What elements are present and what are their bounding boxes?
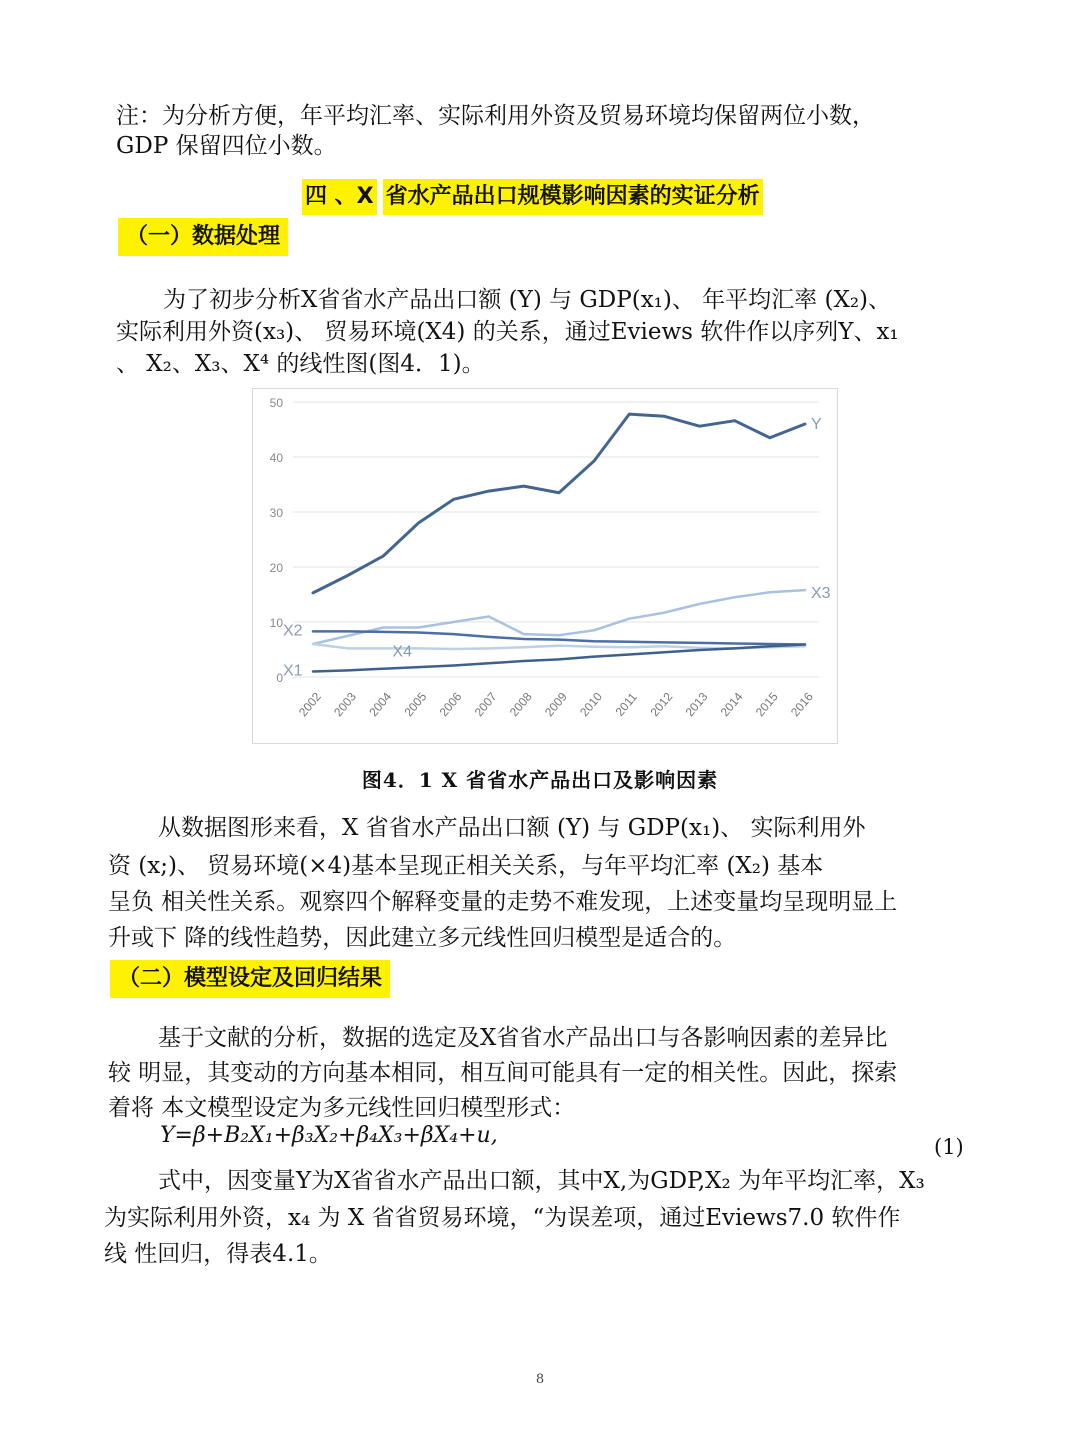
y-tick-label: 30 <box>269 506 283 520</box>
x-tick-label: 2003 <box>331 689 360 720</box>
note-line-1: 注：为分析方便，年平均汇率、实际利用外资及贸易环境均保留两位小数， <box>116 103 875 129</box>
series-label-x4: X4 <box>392 643 413 661</box>
series-label-x1: X1 <box>283 662 303 680</box>
chart-y-tick-labels <box>270 396 284 685</box>
x-tick-label: 2013 <box>682 689 711 720</box>
y-tick-label: 50 <box>269 396 283 410</box>
x-tick-label: 2002 <box>295 689 324 720</box>
y-tick-label: 10 <box>269 616 283 630</box>
series-label-x3: X3 <box>811 585 831 603</box>
x-tick-label: 2007 <box>471 689 500 720</box>
x-tick-label: 2006 <box>436 689 465 720</box>
para1-line-2: 实际利用外资(x₃)、 贸易环境(X4) 的关系，通过Eviews 软件作以序列Y、x₁ <box>116 319 899 345</box>
figure-caption: 图4．1 X 省省水产品出口及影响因素 <box>361 768 719 792</box>
section-heading-number: 四 、X <box>302 179 377 215</box>
para4-line-1: 式中，因变量Y为X省省水产品出口额，其中X,为GDP,X₂ 为年平均汇率，X₃ <box>158 1168 925 1194</box>
line-chart <box>253 389 837 743</box>
figure-4-1-chart <box>252 388 838 744</box>
para4-line-3: 线 性回归，得表4.1。 <box>104 1241 332 1267</box>
para3-line-1: 基于文献的分析，数据的选定及X省省水产品出口与各影响因素的差异比 <box>158 1025 888 1051</box>
para3-line-2: 较 明显，其变动的方向基本相同，相互间可能具有一定的相关性。因此，探索 <box>108 1060 898 1086</box>
x-tick-label: 2004 <box>366 689 395 720</box>
x-tick-label: 2015 <box>752 689 781 720</box>
section-heading <box>302 178 763 216</box>
y-tick-label: 0 <box>276 671 283 685</box>
series-label-x2: X2 <box>283 622 303 640</box>
y-tick-label: 20 <box>269 561 283 575</box>
x-tick-label: 2010 <box>577 689 606 720</box>
x-tick-label: 2011 <box>612 690 640 719</box>
chart-series-lines <box>313 414 805 671</box>
para2-line-4: 升或下 降的线性趋势，因此建立多元线性回归模型是适合的。 <box>108 925 737 951</box>
para4-line-2: 为实际利用外资，x₄ 为 X 省省贸易环境，“为误差项，通过Eviews7.0 软件作 <box>104 1205 901 1231</box>
x-tick-label: 2008 <box>506 689 535 720</box>
section-heading-title: 省水产品出口规模影响因素的实证分析 <box>383 179 763 215</box>
para2-line-1: 从数据图形来看，X 省省水产品出口额 (Y) 与 GDP(x₁)、 实际利用外 <box>158 815 866 841</box>
chart-x-tick-labels <box>296 689 816 719</box>
subsection-heading-2: （二）模型设定及回归结果 <box>110 960 390 998</box>
subsection-heading-1: （一）数据处理 <box>118 218 288 256</box>
para1-line-1: 为了初步分析X省省水产品出口额 (Y) 与 GDP(x₁)、 年平均汇率 (X₂)、 <box>163 287 892 313</box>
page-number: 8 <box>535 1372 545 1387</box>
para1-line-3: 、 X₂、X₃、X⁴ 的线性图(图4．1)。 <box>116 351 485 377</box>
x-tick-label: 2014 <box>717 689 746 720</box>
x-tick-label: 2005 <box>401 689 430 720</box>
series-line-x3 <box>313 590 805 644</box>
para3-line-3: 着将 本文模型设定为多元线性回归模型形式： <box>108 1095 576 1121</box>
y-tick-label: 40 <box>269 451 283 465</box>
series-line-x2 <box>313 631 805 644</box>
para2-line-2: 资 (x;)、 贸易环境(×4)基本呈现正相关关系，与年平均汇率 (X₂) 基本 <box>108 853 824 879</box>
x-tick-label: 2009 <box>541 689 570 720</box>
x-tick-label: 2016 <box>787 689 816 720</box>
series-line-y <box>313 414 805 593</box>
formula-number: (1) <box>934 1135 964 1159</box>
regression-formula: Y=β+B₂X₁+β₃X₂+β₄X₃+βX₄+u, <box>160 1123 498 1148</box>
para2-line-3: 呈负 相关性关系。观察四个解释变量的走势不难发现，上述变量均呈现明显上 <box>108 889 898 915</box>
note-line-2: GDP 保留四位小数。 <box>116 133 337 159</box>
series-label-y: Y <box>811 416 822 433</box>
x-tick-label: 2012 <box>647 689 676 720</box>
